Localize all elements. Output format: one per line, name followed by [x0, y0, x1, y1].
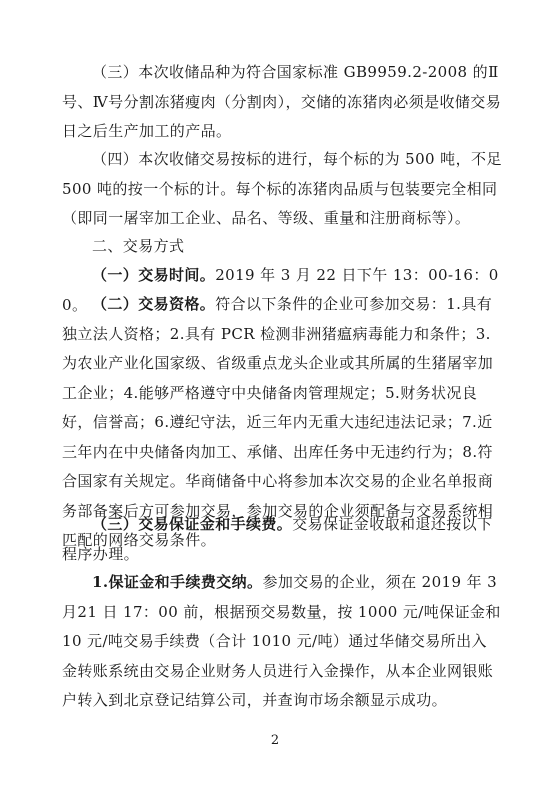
trading-time-text: 2019 年 3 月 22 日下午 13：00-16：00。	[62, 266, 499, 314]
payment-text: 参加交易的企业，须在 2019 年 3 月21 日 17：00 前，根据预交易数量，按 1000 元/吨保证金和 10 元/吨交易手续费（合计 1010 元/吨）通过华储交易所出入金转账系统由交易企业财务人员进行入金操作，从本企业网银账户转入到北京登记结算公司，并查询市场余额显示成功。	[62, 573, 501, 709]
paragraph-deposit-payment	[62, 568, 502, 716]
section-heading-trading-method: 二、交易方式	[92, 237, 185, 255]
payment-label: 1.保证金和手续费交纳。	[92, 573, 263, 591]
page-number: 2	[270, 733, 280, 748]
trading-time-label: （一）交易时间。	[92, 266, 216, 284]
paragraph-deposit-and-fees	[62, 510, 502, 569]
qualification-text: 符合以下条件的企业可参加交易：1.具有独立法人资格；2.具有 PCR 检测非洲猪瘟病毒能力和条件；3.为农业产业化国家级、省级重点龙头企业或其所属的生猪屠宰加工企业；4.能够严格遵守中央储备肉管理规定；5.财务状况良好，信誉高；6.遵纪守法，近三年内无重大违纪违法记录；7.近三年内在中央储备肉加工、承储、出库任务中无违约行为；8.符合国家有关规定。华商储备中心将参加本次交易的企业名单报商务部备案后方可参加交易，参加交易的企业须配备与交易系统相匹配的网络交易条件。	[62, 295, 494, 549]
deposit-label: （三）交易保证金和手续费。	[92, 515, 293, 533]
paragraph-variety: （三）本次收储品种为符合国家标准 GB9959.2-2008 的Ⅱ号、Ⅳ号分割冻猪瘦肉（分割肉），交储的冻猪肉必须是收储交易日之后生产加工的产品。	[62, 63, 502, 140]
paragraph-lot-rule: （四）本次收储交易按标的进行，每个标的为 500 吨，不足500 吨的按一个标的计。每个标的冻猪肉品质与包装要完全相同（即同一屠宰加工企业、品名、等级、重量和注册商标等）。	[62, 150, 502, 227]
qualification-label: （二）交易资格。	[92, 295, 216, 313]
deposit-text: 交易保证金收取和退还按以下程序办理。	[62, 515, 493, 563]
